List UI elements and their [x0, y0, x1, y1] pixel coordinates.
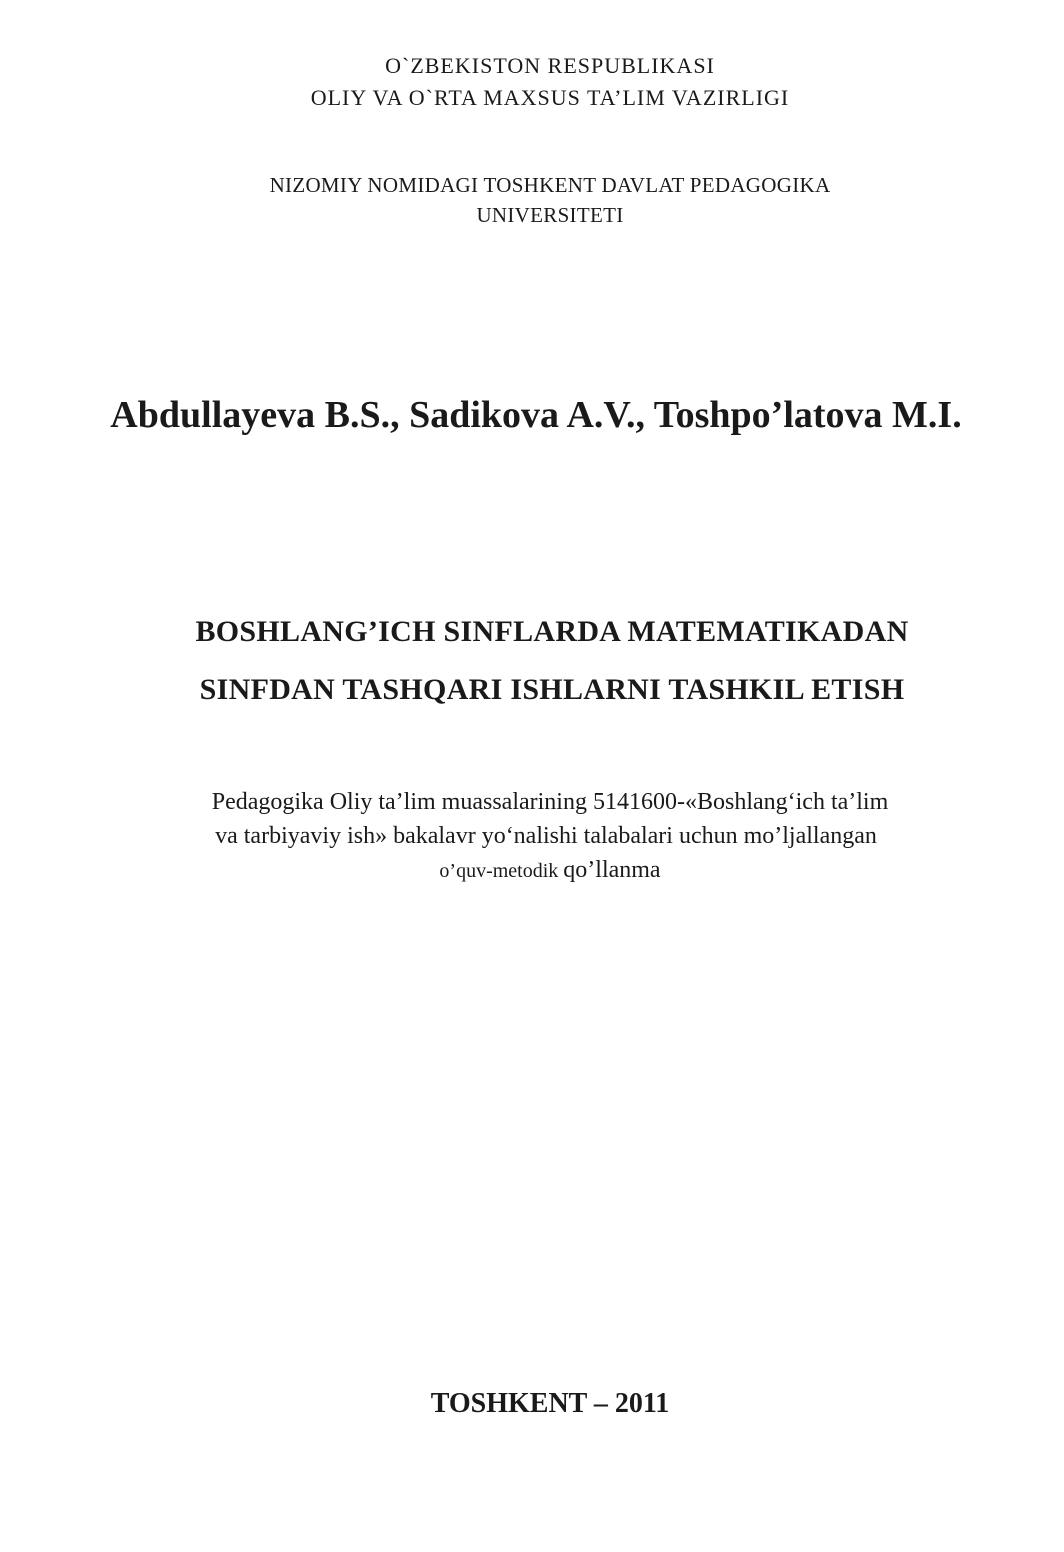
- description-line-3-part-2: qo’llanma: [563, 857, 661, 883]
- description-line-3-part-1: o’quv-metodik: [439, 860, 564, 882]
- book-title-line-1: BOSHLANG’ICH SINFLARDA MATEMATIKADAN: [195, 615, 909, 648]
- authors: Abdullayeva B.S., Sadikova A.V., Toshpo’latova M.I.: [110, 394, 962, 436]
- description-line-2: va tarbiyaviy ish» bakalavr yo‘nalishi talabalari uchun mo’ljallangan: [215, 823, 877, 849]
- ministry-name-line-1: O`ZBEKISTON RESPUBLIKASI: [385, 53, 715, 78]
- university-name-line-2: UNIVERSITETI: [476, 203, 624, 227]
- description-line-3: [18, 854, 1064, 887]
- ministry-name-line-2: OLIY VA O`RTA MAXSUS TA’LIM VAZIRLIGI: [310, 85, 790, 110]
- description-line-1: Pedagogika Oliy ta’lim muassalarining 5141600-«Boshlang‘ich ta’lim: [211, 789, 889, 815]
- university-name-line-1: NIZOMIY NOMIDAGI TOSHKENT DAVLAT PEDAGOGIKA: [269, 173, 831, 197]
- city-year: TOSHKENT – 2011: [430, 1388, 670, 1419]
- book-title-line-2: SINFDAN TASHQARI ISHLARNI TASHKIL ETISH: [199, 673, 905, 706]
